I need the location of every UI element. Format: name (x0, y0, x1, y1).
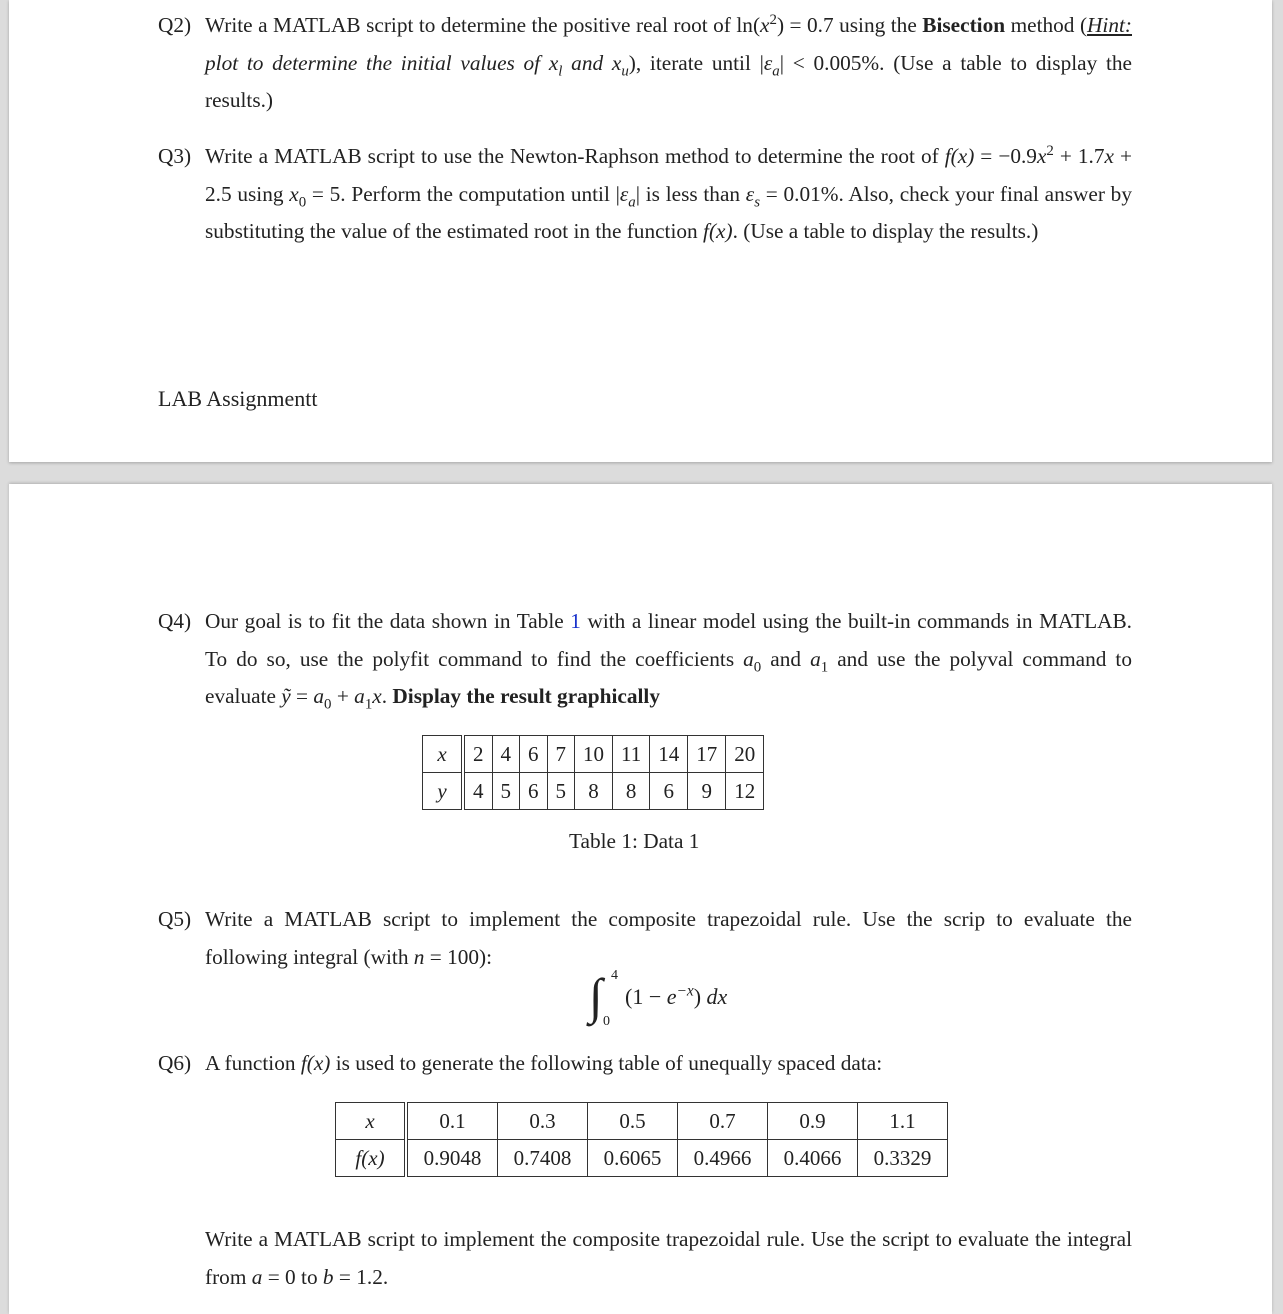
question-number: Q3) (158, 144, 192, 168)
question-number: Q4) (158, 609, 192, 633)
question-number: Q2) (158, 13, 192, 37)
question-q6 (158, 1045, 1132, 1083)
page-1 (9, 0, 1272, 462)
question-text: Write a MATLAB script to determine the positive real root of $\ln(x^2) = 0.7$ using the Bisection method (Hint: plot to determine the initial values of $x_l$ and $x_u$), iterate until $|\varepsilon_a| < 0.005\%$. (Use a table to display the results.) (205, 11, 1133, 113)
row-label-y: y (423, 773, 464, 810)
table-cell: 0.3 (498, 1103, 588, 1140)
table-cell: 17 (688, 736, 726, 773)
table-cell: 0.5 (588, 1103, 678, 1140)
integral-upper-limit: 4 (611, 968, 618, 983)
table-cell: 5 (492, 773, 520, 810)
hint-label: Hint: (1087, 13, 1132, 37)
table-row (336, 1140, 948, 1177)
row-label-x: x (336, 1103, 407, 1140)
table-cell: 1.1 (858, 1103, 948, 1140)
table-row (336, 1103, 948, 1140)
lab-assignment-heading: LAB Assignmentt (158, 386, 318, 411)
table-cell: 8 (613, 773, 650, 810)
table-cell: 11 (613, 736, 650, 773)
table-cell: 0.9 (768, 1103, 858, 1140)
table-cell: 0.7 (678, 1103, 768, 1140)
table-cell: 10 (575, 736, 613, 773)
table-cell: 0.1 (406, 1103, 498, 1140)
display-graphically-bold: Display the result graphically (392, 684, 660, 709)
integral-sign: ∫ (589, 968, 603, 1024)
table-cell: 6 (520, 736, 548, 773)
integrand: $(1 - e^{-x})$ dx (625, 982, 728, 1009)
table-cell: 2 (463, 736, 492, 773)
table-row (423, 736, 764, 773)
table-cell: 6 (650, 773, 688, 810)
question-q4 (158, 603, 1132, 716)
table-row (423, 773, 764, 810)
table-cell: 0.4966 (678, 1140, 768, 1177)
table-cell: 0.4066 (768, 1140, 858, 1177)
table-cell: 5 (547, 773, 575, 810)
question-number: Q6) (158, 1051, 192, 1075)
table-cell: 0.9048 (406, 1140, 498, 1177)
table-cell: 4 (463, 773, 492, 810)
integral-lower-limit: 0 (603, 1014, 610, 1029)
table-cell: 0.7408 (498, 1140, 588, 1177)
table-1-caption: Table 1: Data 1 (569, 829, 700, 853)
table-cell: 6 (520, 773, 548, 810)
question-q3 (158, 138, 1132, 251)
table-reference-link[interactable]: 1 (570, 609, 581, 633)
data-table-1 (422, 735, 764, 810)
data-table-2 (335, 1102, 948, 1177)
question-text: Write a MATLAB script to implement the composite trapezoidal rule. Use the scrip to evaluate the following integral (with n = 100): (205, 907, 1132, 969)
bisection-bold: Bisection (922, 13, 1006, 37)
table-cell: 12 (726, 773, 764, 810)
table-cell: 0.6065 (588, 1140, 678, 1177)
question-q2 (158, 7, 1132, 120)
table-cell: 9 (688, 773, 726, 810)
page-2 (9, 484, 1272, 1314)
table-cell: 14 (650, 736, 688, 773)
table-cell: 7 (547, 736, 575, 773)
table-cell: 4 (492, 736, 520, 773)
question-text: Write a MATLAB script to implement the composite trapezoidal rule. Use the script to evaluate the integral from a = 0 to b = 1.2. (205, 1227, 1132, 1289)
question-q6-continued (158, 1221, 1132, 1296)
question-q5 (158, 901, 1132, 976)
table-cell: 20 (726, 736, 764, 773)
question-number: Q5) (158, 907, 192, 931)
table-cell: 8 (575, 773, 613, 810)
table-cell: 0.3329 (858, 1140, 948, 1177)
question-text: A function f(x) is used to generate the following table of unequally spaced data: (205, 1051, 883, 1075)
row-label-fx: f(x) (336, 1140, 407, 1177)
question-text: Write a MATLAB script to use the Newton-Raphson method to determine the root of $f(x) = -0.9x^2 + 1.7x + 2.5$ using $x_0 = 5$. Perform the computation until $|\varepsilon_a|$ is less than $\varepsilon_s = 0.01\%$. Also, check your final answer by substituting the value of the estimated root in the function f(x). (Use a table to display the results.) (205, 142, 1132, 244)
row-label-x: x (423, 736, 464, 773)
question-text: Our goal is to fit the data shown in Table 1 with a linear model using the built-in commands in MATLAB. To do so, use the polyfit command to find the coefficients $a_0$ and $a_1$ and use the polyval command to evaluate ỹ = $a_0 + a_1x$. Display the result graphically (205, 609, 1133, 713)
integral-expression (589, 966, 789, 1036)
